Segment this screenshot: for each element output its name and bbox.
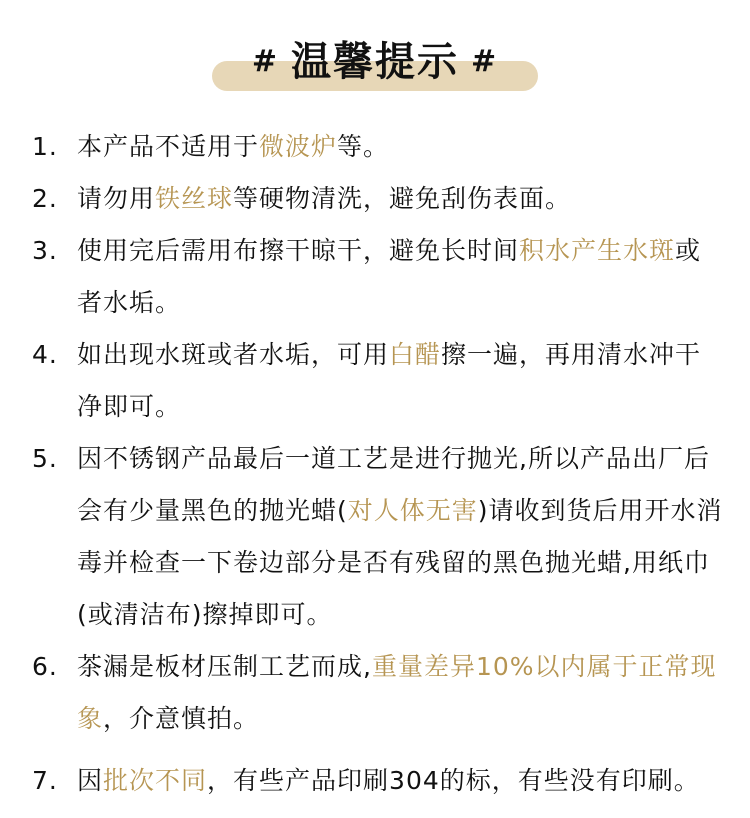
item-number: 1. bbox=[32, 132, 58, 161]
item-number: 3. bbox=[32, 236, 58, 265]
notice-header bbox=[0, 0, 750, 110]
notice-item-2 bbox=[0, 173, 750, 225]
highlighted-text: 批次不同 bbox=[103, 766, 208, 795]
item-text: 因不锈钢产品最后一道工艺是进行抛光,所以产品出厂后会有少量黑色的抛光蜡( bbox=[77, 444, 710, 525]
item-text: 使用完后需用布擦干晾干，避免长时间 bbox=[77, 236, 520, 265]
item-text: 如出现水斑或者水垢，可用 bbox=[77, 340, 390, 369]
notice-item-6 bbox=[0, 641, 750, 745]
item-text: 等。 bbox=[337, 132, 390, 161]
item-number: 7. bbox=[32, 766, 58, 795]
highlighted-text: 对人体无害 bbox=[347, 496, 478, 525]
item-text: 擦一遍，再用清水冲干净即可。 bbox=[77, 340, 702, 421]
item-number: 2. bbox=[32, 184, 58, 213]
item-text: 或者水垢。 bbox=[77, 236, 702, 317]
notice-item-5 bbox=[0, 433, 750, 641]
title-label: 温馨提示 bbox=[291, 39, 459, 85]
item-number: 4. bbox=[32, 340, 58, 369]
item-text: 因 bbox=[77, 766, 104, 795]
notice-list bbox=[0, 121, 750, 807]
highlighted-text: 重量差异10%以内属于正常现象 bbox=[77, 652, 717, 733]
highlighted-text: 积水产生水斑 bbox=[519, 236, 676, 265]
item-text: )请收到货后用开水消毒并检查一下卷边部分是否有残留的黑色抛光蜡,用纸巾(或清洁布)擦掉即可。 bbox=[77, 496, 723, 629]
page-title bbox=[0, 34, 750, 90]
notice-item-7 bbox=[0, 755, 750, 807]
item-text: 茶漏是板材压制工艺而成, bbox=[77, 652, 372, 681]
item-number: 6. bbox=[32, 652, 58, 681]
notice-item-4 bbox=[0, 329, 750, 433]
highlighted-text: 白醋 bbox=[389, 340, 442, 369]
title-hash-right: # bbox=[471, 44, 499, 79]
item-number: 5. bbox=[32, 444, 58, 473]
item-text: ，有些产品印刷304的标，有些没有印刷。 bbox=[207, 766, 700, 795]
item-text: 本产品不适用于 bbox=[77, 132, 260, 161]
item-text: 等硬物清洗，避免刮伤表面。 bbox=[233, 184, 572, 213]
notice-item-1 bbox=[0, 121, 750, 173]
title-hash-left: # bbox=[251, 44, 279, 79]
item-text: 请勿用 bbox=[77, 184, 156, 213]
item-text: ，介意慎拍。 bbox=[103, 704, 260, 733]
highlighted-text: 微波炉 bbox=[259, 132, 338, 161]
notice-item-3 bbox=[0, 225, 750, 329]
highlighted-text: 铁丝球 bbox=[155, 184, 234, 213]
